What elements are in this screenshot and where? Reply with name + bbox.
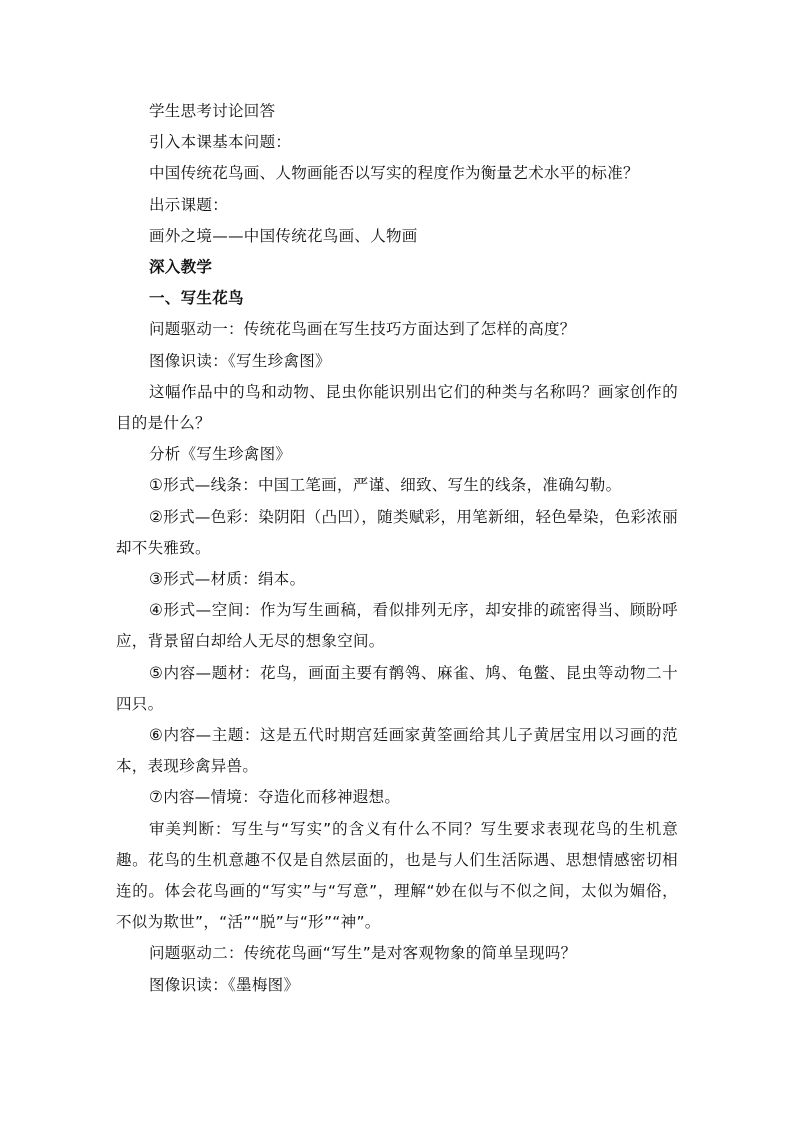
section-heading-sketch-flowers-birds: 一、写生花鸟 <box>149 289 244 308</box>
paragraph-image-reading-two: 图像识读：《墨梅图》 <box>149 975 300 994</box>
section-heading-deep-teaching: 深入教学 <box>149 258 213 277</box>
paragraph-question-driver-two: 问题驱动二：传统花鸟画“写生”是对客观物象的简单呈现吗？ <box>149 944 577 963</box>
paragraph-analysis-title: 分析《写生珍禽图》 <box>149 445 292 464</box>
paragraph-student-discussion: 学生思考讨论回答 <box>149 102 276 120</box>
paragraph-question-driver-one: 问题驱动一：传统花鸟画在写生技巧方面达到了怎样的高度？ <box>149 320 576 339</box>
paragraph-image-reading-one: 图像识读：《写生珍禽图》 <box>149 351 331 370</box>
paragraph-identify-species: 这幅作品中的鸟和动物、昆虫你能识别出它们的种类与名称吗？画家创作的目的是什么？ <box>116 382 678 433</box>
paragraph-content-theme: ⑥内容—主题：这是五代时期宫廷画家黄筌画给其儿子黄居宝用以习画的范本，表现珍禽异兽。 <box>116 726 678 776</box>
paragraph-basic-question: 中国传统花鸟画、人物画能否以写实的程度作为衡量艺术水平的标准？ <box>149 164 639 183</box>
paragraph-introduce-question: 引入本课基本问题： <box>149 133 292 152</box>
paragraph-aesthetic-judgment: 审美判断：写生与“写实”的含义有什么不同？写生要求表现花鸟的生机意趣。花鸟的生机意趣不仅是自然层面的，也是与人们生活际遇、思想情感密切相连的。体会花鸟画的“写实”与“写意”，理解“妙在似与不似之间，太似为媚俗，不似为欺世”，“活”“脱”与“形”“神”。 <box>116 819 678 932</box>
paragraph-topic-title: 画外之境——中国传统花鸟画、人物画 <box>149 226 418 245</box>
paragraph-form-material: ③形式—材质：绢本。 <box>149 570 306 589</box>
paragraph-show-topic: 出示课题： <box>149 195 229 214</box>
paragraph-form-lines: ①形式—线条：中国工笔画，严谨、细致、写生的线条，准确勾勒。 <box>149 476 622 495</box>
paragraph-content-subject: ⑤内容—题材：花鸟，画面主要有鹡鸰、麻雀、鸠、龟鳖、昆虫等动物二十四只。 <box>116 663 678 713</box>
paragraph-content-context: ⑦内容—情境：夺造化而移神遐想。 <box>149 788 401 807</box>
document-body <box>116 96 678 1001</box>
paragraph-form-color: ②形式—色彩：染阴阳（凸凹），随类赋彩，用笔新细，轻色晕染，色彩浓丽却不失雅致。 <box>116 507 678 557</box>
paragraph-form-space: ④形式—空间：作为写生画稿，看似排列无序，却安排的疏密得当、顾盼呼应，背景留白却给人无尽的想象空间。 <box>116 601 678 651</box>
